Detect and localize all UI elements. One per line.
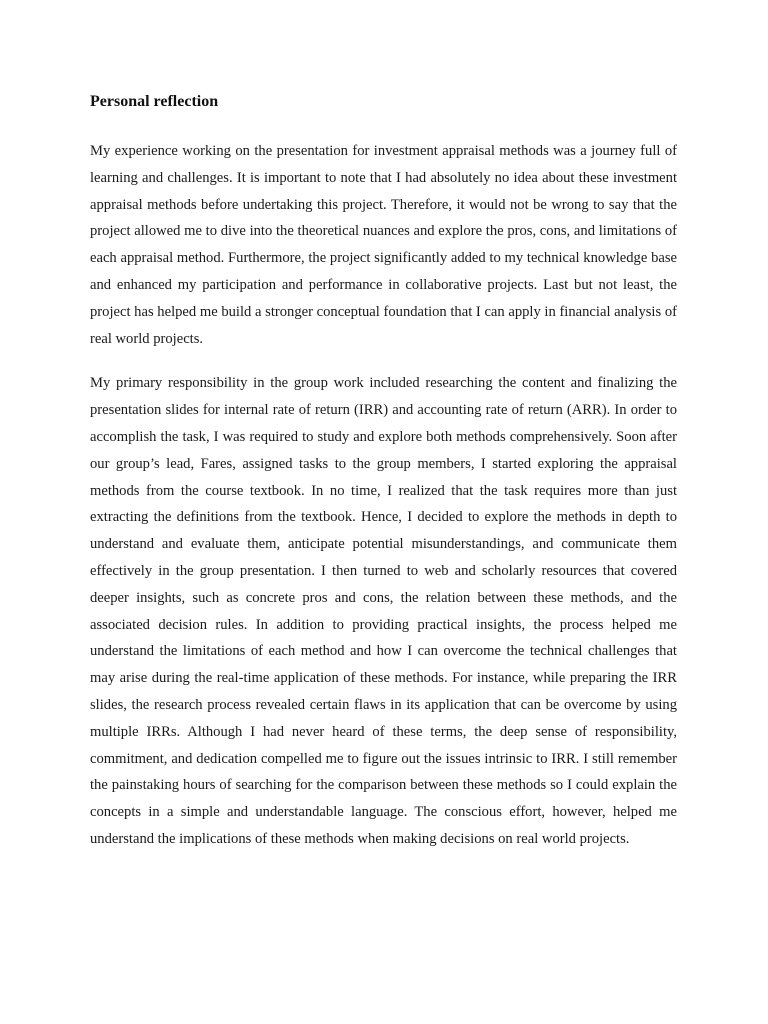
paragraph-1: My experience working on the presentation for investment appraisal methods was a journey full of learning and challenges. It is important to note that I had absolutely no idea about these investment appraisal methods before undertaking this project. Therefore, it would not be wrong to say that the project allowed me to dive into the theoretical nuances and explore the pros, cons, and limitations of each appraisal method. Furthermore, the project significantly added to my technical knowledge base and enhanced my participation and performance in collaborative projects. Last but not least, the project has helped me build a stronger conceptual foundation that I can apply in financial analysis of real world projects. <box>90 143 677 347</box>
document-body <box>90 90 677 871</box>
section-heading: Personal reflection <box>90 93 219 110</box>
paragraph-2: My primary responsibility in the group work included researching the content and finalizing the presentation slides for internal rate of return (IRR) and accounting rate of return (ARR). In order to accomplish the task, I was required to study and explore both methods comprehensively. Soon after our group’s lead, Fares, assigned tasks to the group members, I started exploring the appraisal methods from the course textbook. In no time, I realized that the task requires more than just extracting the definitions from the textbook. Hence, I decided to explore the methods in depth to understand and evaluate them, anticipate potential misunderstandings, and communicate them effectively in the group presentation. I then turned to web and scholarly resources that covered deeper insights, such as concrete pros and cons, the relation between these methods, and the associated decision rules. In addition to providing practical insights, the process helped me understand the limitations of each method and how I can overcome the technical challenges that may arise during the real-time application of these methods. For instance, while preparing the IRR slides, the research process revealed certain flaws in its application that can be overcome by using multiple IRRs. Although I had never heard of these terms, the deep sense of responsibility, commitment, and dedication compelled me to figure out the issues intrinsic to IRR. I still remember the painstaking hours of searching for the comparison between these methods so I could explain the concepts in a simple and understandable language. The conscious effort, however, helped me understand the implications of these methods when making decisions on real world projects. <box>90 375 677 847</box>
